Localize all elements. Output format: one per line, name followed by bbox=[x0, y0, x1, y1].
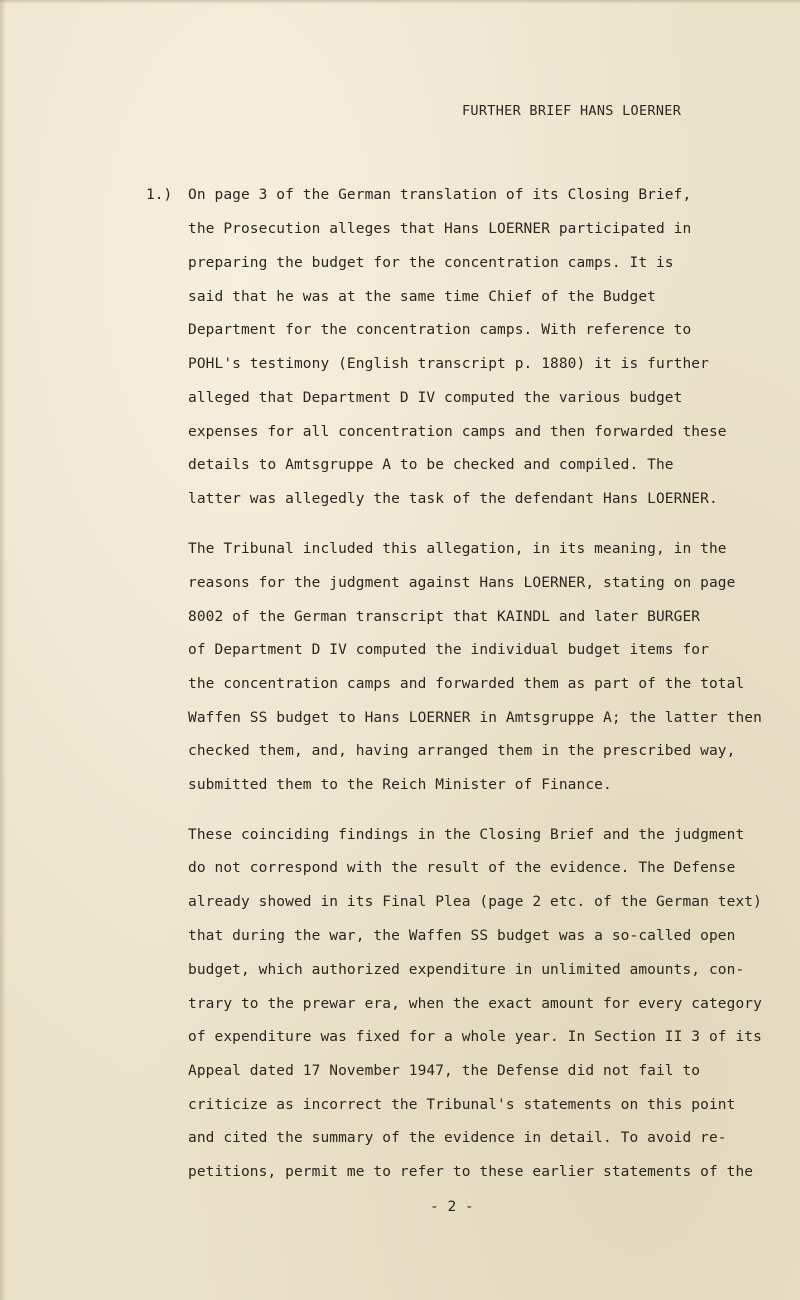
text-line: do not correspond with the result of the evidence. The Defense bbox=[188, 860, 736, 876]
section-number: 1.) bbox=[146, 187, 173, 203]
document-heading: FURTHER BRIEF HANS LOERNER bbox=[462, 103, 682, 119]
page-number: - 2 - bbox=[430, 1199, 474, 1215]
text-line: checked them, and, having arranged them in the prescribed way, bbox=[188, 743, 736, 759]
text-line: Department for the concentration camps. With reference to bbox=[188, 322, 692, 338]
text-line: These coinciding findings in the Closing Brief and the judgment bbox=[188, 827, 745, 843]
text-line: Appeal dated 17 November 1947, the Defense did not fail to bbox=[188, 1063, 701, 1079]
text-line: 8002 of the German transcript that KAINDL and later BURGER bbox=[188, 609, 701, 625]
page-edge-top bbox=[0, 0, 800, 4]
text-line: On page 3 of the German translation of its Closing Brief, bbox=[188, 187, 692, 203]
text-line: submitted them to the Reich Minister of Finance. bbox=[188, 777, 612, 793]
text-line: preparing the budget for the concentration camps. It is bbox=[188, 255, 674, 271]
text-line: petitions, permit me to refer to these earlier statements of the bbox=[188, 1164, 754, 1180]
text-line: POHL's testimony (English transcript p. 1880) it is further bbox=[188, 356, 709, 372]
text-line: said that he was at the same time Chief of the Budget bbox=[188, 289, 656, 305]
text-line: the concentration camps and forwarded them as part of the total bbox=[188, 676, 745, 692]
text-line: the Prosecution alleges that Hans LOERNER participated in bbox=[188, 221, 692, 237]
text-line: trary to the prewar era, when the exact amount for every category bbox=[188, 996, 762, 1012]
text-line: Waffen SS budget to Hans LOERNER in Amtsgruppe A; the latter then bbox=[188, 710, 762, 726]
text-line: budget, which authorized expenditure in unlimited amounts, con- bbox=[188, 962, 745, 978]
text-line: latter was allegedly the task of the defendant Hans LOERNER. bbox=[188, 491, 718, 507]
text-line: expenses for all concentration camps and then forwarded these bbox=[188, 424, 727, 440]
page-edge-left bbox=[0, 0, 6, 1300]
text-line: alleged that Department D IV computed the various budget bbox=[188, 390, 683, 406]
text-line: reasons for the judgment against Hans LOERNER, stating on page bbox=[188, 575, 736, 591]
text-line: of expenditure was fixed for a whole year. In Section II 3 of its bbox=[188, 1029, 762, 1045]
text-line: and cited the summary of the evidence in detail. To avoid re- bbox=[188, 1130, 727, 1146]
text-line: already showed in its Final Plea (page 2 etc. of the German text) bbox=[188, 894, 762, 910]
text-line: The Tribunal included this allegation, in its meaning, in the bbox=[188, 541, 727, 557]
text-line: details to Amtsgruppe A to be checked and compiled. The bbox=[188, 457, 674, 473]
text-line: criticize as incorrect the Tribunal's statements on this point bbox=[188, 1097, 736, 1113]
text-line: of Department D IV computed the individual budget items for bbox=[188, 642, 709, 658]
text-line: that during the war, the Waffen SS budget was a so-called open bbox=[188, 928, 736, 944]
